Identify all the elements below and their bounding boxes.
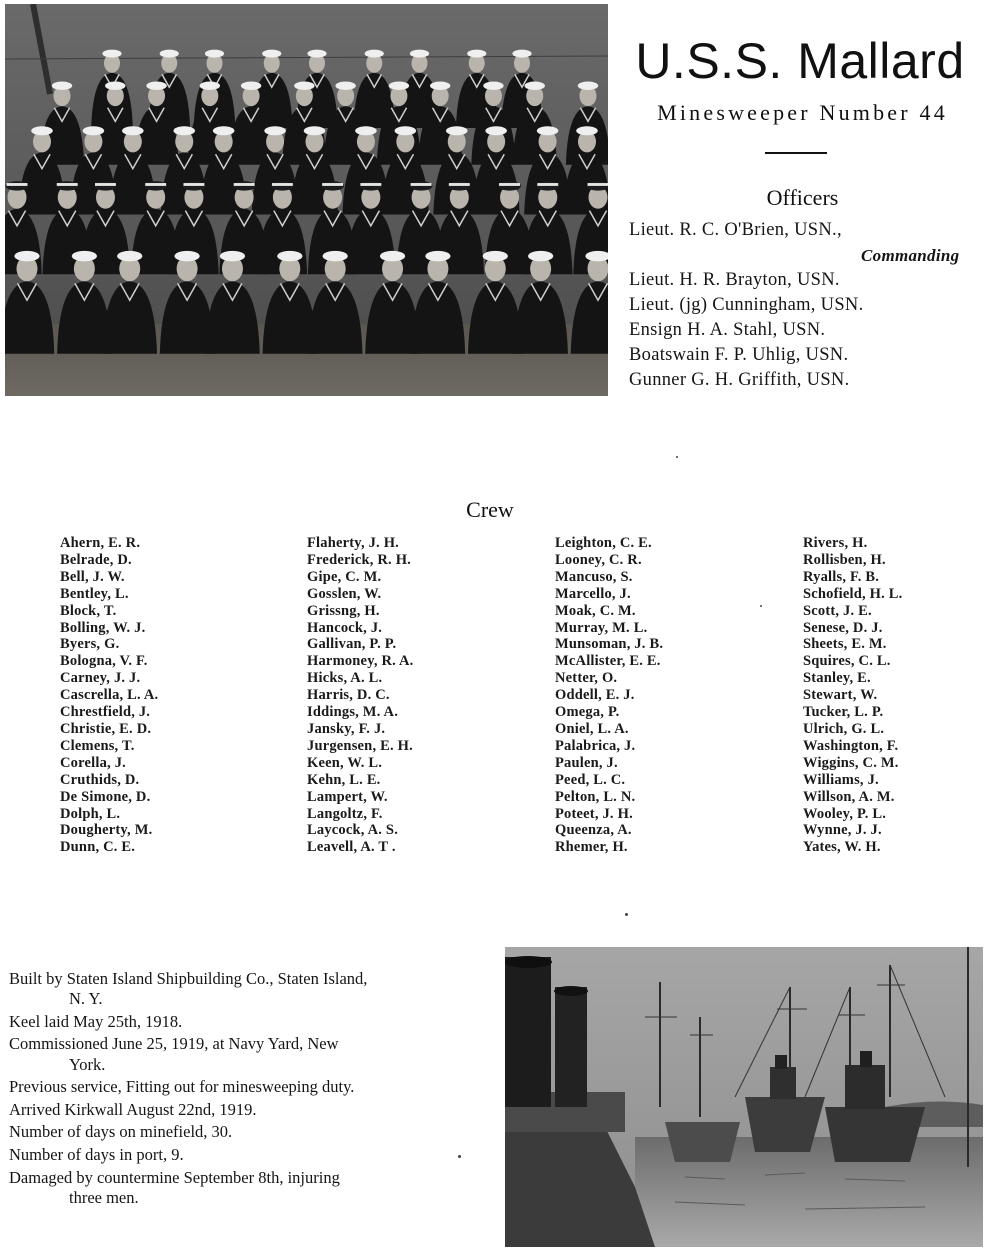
crew-column-2 bbox=[307, 535, 517, 856]
crew-member: Netter, O. bbox=[555, 670, 618, 687]
crew-member: Iddings, M. A. bbox=[307, 704, 399, 721]
crew-member: Dougherty, M. bbox=[60, 822, 153, 839]
crew-member: Munsoman, J. B. bbox=[555, 636, 664, 653]
crew-member: Looney, C. R. bbox=[555, 551, 642, 568]
crew-heading: Crew bbox=[466, 497, 514, 522]
crew-member: Oddell, E. J. bbox=[555, 687, 635, 704]
crew-member: Grissng, H. bbox=[307, 602, 380, 619]
crew-member: Corella, J. bbox=[60, 754, 126, 771]
crew-member: Bell, J. W. bbox=[60, 568, 125, 585]
crew-member: Leavell, A. T . bbox=[307, 839, 396, 856]
crew-member: Cruthids, D. bbox=[60, 771, 140, 788]
crew-member: Dolph, L. bbox=[60, 805, 121, 822]
crew-member: Rhemer, H. bbox=[555, 839, 628, 856]
crew-member: Bologna, V. F. bbox=[60, 653, 148, 670]
page-subtitle: Minesweeper Number 44 bbox=[657, 100, 948, 125]
crew-member: Tucker, L. P. bbox=[803, 704, 884, 721]
crew-member: Ahern, E. R. bbox=[60, 535, 141, 551]
fact-item: Commissioned June 25, 1919, at Navy Yard, New York. bbox=[9, 1034, 339, 1074]
crew-member: Mancuso, S. bbox=[555, 568, 633, 585]
crew-member: Rivers, H. bbox=[803, 535, 868, 551]
crew-member: Hicks, A. L. bbox=[307, 670, 383, 687]
crew-member: Senese, D. J. bbox=[803, 619, 883, 636]
officers-heading: Officers bbox=[766, 185, 839, 210]
crew-member: Block, T. bbox=[60, 602, 117, 619]
fact-item: Number of days on minefield, 30. bbox=[9, 1122, 233, 1142]
crew-member: Ulrich, G. L. bbox=[803, 720, 885, 737]
crew-column-1 bbox=[60, 535, 270, 856]
fact-item: Previous service, Fitting out for minesweeping duty. bbox=[9, 1077, 355, 1097]
officer-entry: Lieut. R. C. O'Brien, USN., bbox=[629, 220, 842, 240]
crew-member: Dunn, C. E. bbox=[60, 839, 136, 856]
ships-harbor-photo bbox=[505, 947, 983, 1247]
crew-member: Willson, A. M. bbox=[803, 788, 895, 805]
crew-member: Lampert, W. bbox=[307, 788, 388, 805]
crew-member: Williams, J. bbox=[803, 771, 879, 788]
officer-entry: Ensign H. A. Stahl, USN. bbox=[629, 320, 826, 340]
crew-member: Gallivan, P. P. bbox=[307, 636, 397, 653]
officer-commanding-note: Commanding bbox=[861, 246, 960, 265]
crew-member: Clemens, T. bbox=[60, 737, 135, 754]
crew-member: Oniel, L. A. bbox=[555, 720, 629, 737]
crew-member: Belrade, D. bbox=[60, 551, 132, 568]
crew-member: Chrestfield, J. bbox=[60, 704, 151, 721]
fact-item: Arrived Kirkwall August 22nd, 1919. bbox=[9, 1099, 257, 1119]
scan-speck bbox=[676, 456, 678, 458]
crew-member: Yates, W. H. bbox=[803, 839, 881, 856]
officer-entry: Boatswain F. P. Uhlig, USN. bbox=[629, 345, 849, 365]
crew-group-photo bbox=[5, 4, 608, 396]
crew-member: Wooley, P. L. bbox=[803, 805, 887, 822]
crew-member: Squires, C. L. bbox=[803, 653, 891, 670]
officers-list bbox=[629, 218, 989, 393]
title-divider bbox=[765, 152, 827, 154]
crew-member: Byers, G. bbox=[60, 636, 120, 653]
crew-member: Wynne, J. J. bbox=[803, 822, 882, 839]
crew-member: Stanley, E. bbox=[803, 670, 871, 687]
crew-member: Paulen, J. bbox=[555, 754, 618, 771]
crew-member: Murray, M. L. bbox=[555, 619, 648, 636]
crew-member: Bentley, L. bbox=[60, 585, 129, 602]
crew-member: Frederick, R. H. bbox=[307, 551, 412, 568]
crew-member: Omega, P. bbox=[555, 704, 620, 721]
crew-member: Pelton, L. N. bbox=[555, 788, 636, 805]
crew-member: Stewart, W. bbox=[803, 687, 878, 704]
crew-member: Washington, F. bbox=[803, 737, 899, 754]
crew-member: Kehn, L. E. bbox=[307, 771, 381, 788]
fact-item: Keel laid May 25th, 1918. bbox=[9, 1011, 183, 1031]
scan-speck bbox=[760, 605, 762, 607]
crew-member: Harris, D. C. bbox=[307, 687, 390, 704]
officer-entry: Gunner G. H. Griffith, USN. bbox=[629, 370, 850, 390]
crew-member: Marcello, J. bbox=[555, 585, 631, 602]
crew-member: Rollisben, H. bbox=[803, 551, 886, 568]
crew-member: Palabrica, J. bbox=[555, 737, 636, 754]
crew-member: Moak, C. M. bbox=[555, 602, 636, 619]
crew-member: Schofield, H. L. bbox=[803, 585, 903, 602]
ship-facts bbox=[9, 969, 369, 1210]
crew-member: Queenza, A. bbox=[555, 822, 632, 839]
crew-member: Harmoney, R. A. bbox=[307, 653, 414, 670]
fact-item: Number of days in port, 9. bbox=[9, 1144, 184, 1164]
crew-member: Christie, E. D. bbox=[60, 720, 152, 737]
crew-member: Sheets, E. M. bbox=[803, 636, 887, 653]
crew-member: Scott, J. E. bbox=[803, 602, 872, 619]
scan-speck bbox=[625, 913, 628, 916]
crew-member: Poteet, J. H. bbox=[555, 805, 633, 822]
crew-member: McAllister, E. E. bbox=[555, 653, 661, 670]
crew-member: Bolling, W. J. bbox=[60, 619, 146, 636]
crew-member: Ryalls, F. B. bbox=[803, 568, 880, 585]
crew-column-3 bbox=[555, 535, 765, 856]
crew-member: Laycock, A. S. bbox=[307, 822, 399, 839]
fact-item: Built by Staten Island Shipbuilding Co., Staten Island, N. Y. bbox=[9, 969, 368, 1009]
crew-member: Keen, W. L. bbox=[307, 754, 383, 771]
officer-entry: Lieut. (jg) Cunningham, USN. bbox=[629, 295, 864, 315]
crew-member: Cascrella, L. A. bbox=[60, 687, 159, 704]
crew-member: Peed, L. C. bbox=[555, 771, 626, 788]
crew-member: Gipe, C. M. bbox=[307, 568, 382, 585]
crew-member: Leighton, C. E. bbox=[555, 535, 652, 551]
crew-member: Jurgensen, E. H. bbox=[307, 737, 413, 754]
crew-member: Langoltz, F. bbox=[307, 805, 383, 822]
crew-member: Hancock, J. bbox=[307, 619, 383, 636]
page-title: U.S.S. Mallard bbox=[635, 33, 965, 89]
crew-column-4 bbox=[803, 535, 1000, 856]
scan-speck bbox=[458, 1155, 461, 1158]
crew-member: Carney, J. J. bbox=[60, 670, 141, 687]
crew-member: Jansky, F. J. bbox=[307, 720, 386, 737]
officer-entry: Lieut. H. R. Brayton, USN. bbox=[629, 270, 840, 290]
crew-member: De Simone, D. bbox=[60, 788, 151, 805]
crew-member: Flaherty, J. H. bbox=[307, 535, 400, 551]
crew-member: Wiggins, C. M. bbox=[803, 754, 899, 771]
fact-item: Damaged by countermine September 8th, injuring three men. bbox=[9, 1167, 340, 1207]
crew-member: Gosslen, W. bbox=[307, 585, 382, 602]
